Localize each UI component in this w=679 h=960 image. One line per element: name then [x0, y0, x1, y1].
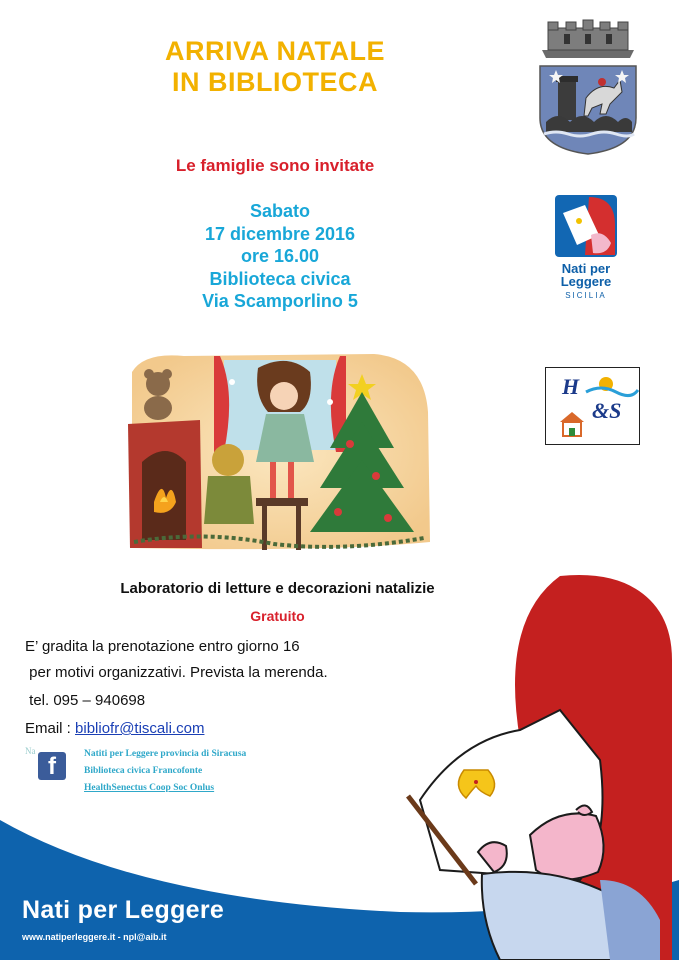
facebook-link-healthsenectus[interactable]: HealthSenectus Coop Soc Onlus — [84, 783, 215, 793]
footer-brand: Nati per Leggere — [22, 896, 225, 924]
booking-note: E’ gradita la prenotazione entro giorno 16 — [25, 638, 300, 655]
event-address: Via Scamporlino 5 — [202, 291, 358, 311]
event-time: ore 16.00 — [240, 246, 320, 266]
event-place: Biblioteca civica — [209, 268, 351, 289]
facebook-links — [84, 746, 246, 797]
hs-logo-h: H — [562, 374, 580, 399]
facebook-link-npl-siracusa[interactable]: Natiti per Leggere provincia di Siracusa — [84, 749, 247, 759]
facebook-link-biblioteca[interactable]: Biblioteca civica Francofonte — [84, 766, 203, 776]
npl-logo-region: SICILIA — [565, 291, 607, 300]
invite-text: Le famiglie sono invitate — [175, 156, 375, 175]
activity-price: Gratuito — [250, 608, 305, 624]
footer-contacts: www.natiperleggere.it - npl@aib.it — [22, 932, 167, 942]
phone-number: tel. 095 – 940698 — [25, 692, 146, 709]
hs-logo-s: &S — [592, 398, 622, 423]
facebook-prefix: Na — [25, 746, 36, 756]
email-link[interactable]: bibliofr@tiscali.com — [75, 720, 205, 737]
activity-title: Laboratorio di letture e decorazioni natalizie — [120, 580, 435, 597]
title-line-2: IN BIBLIOTECA — [172, 67, 378, 97]
email-label: Email : — [25, 720, 76, 737]
npl-logo-line-1: Nati per — [561, 261, 611, 276]
facebook-icon[interactable]: f — [38, 752, 66, 780]
email-row — [25, 720, 204, 737]
title-line-1: ARRIVA NATALE — [165, 36, 385, 66]
booking-reason: per motivi organizzativi. Prevista la merenda. — [25, 664, 328, 681]
event-date: 17 dicembre 2016 — [204, 223, 356, 244]
event-day: Sabato — [249, 201, 310, 221]
npl-logo-line-2: Leggere — [560, 274, 612, 289]
